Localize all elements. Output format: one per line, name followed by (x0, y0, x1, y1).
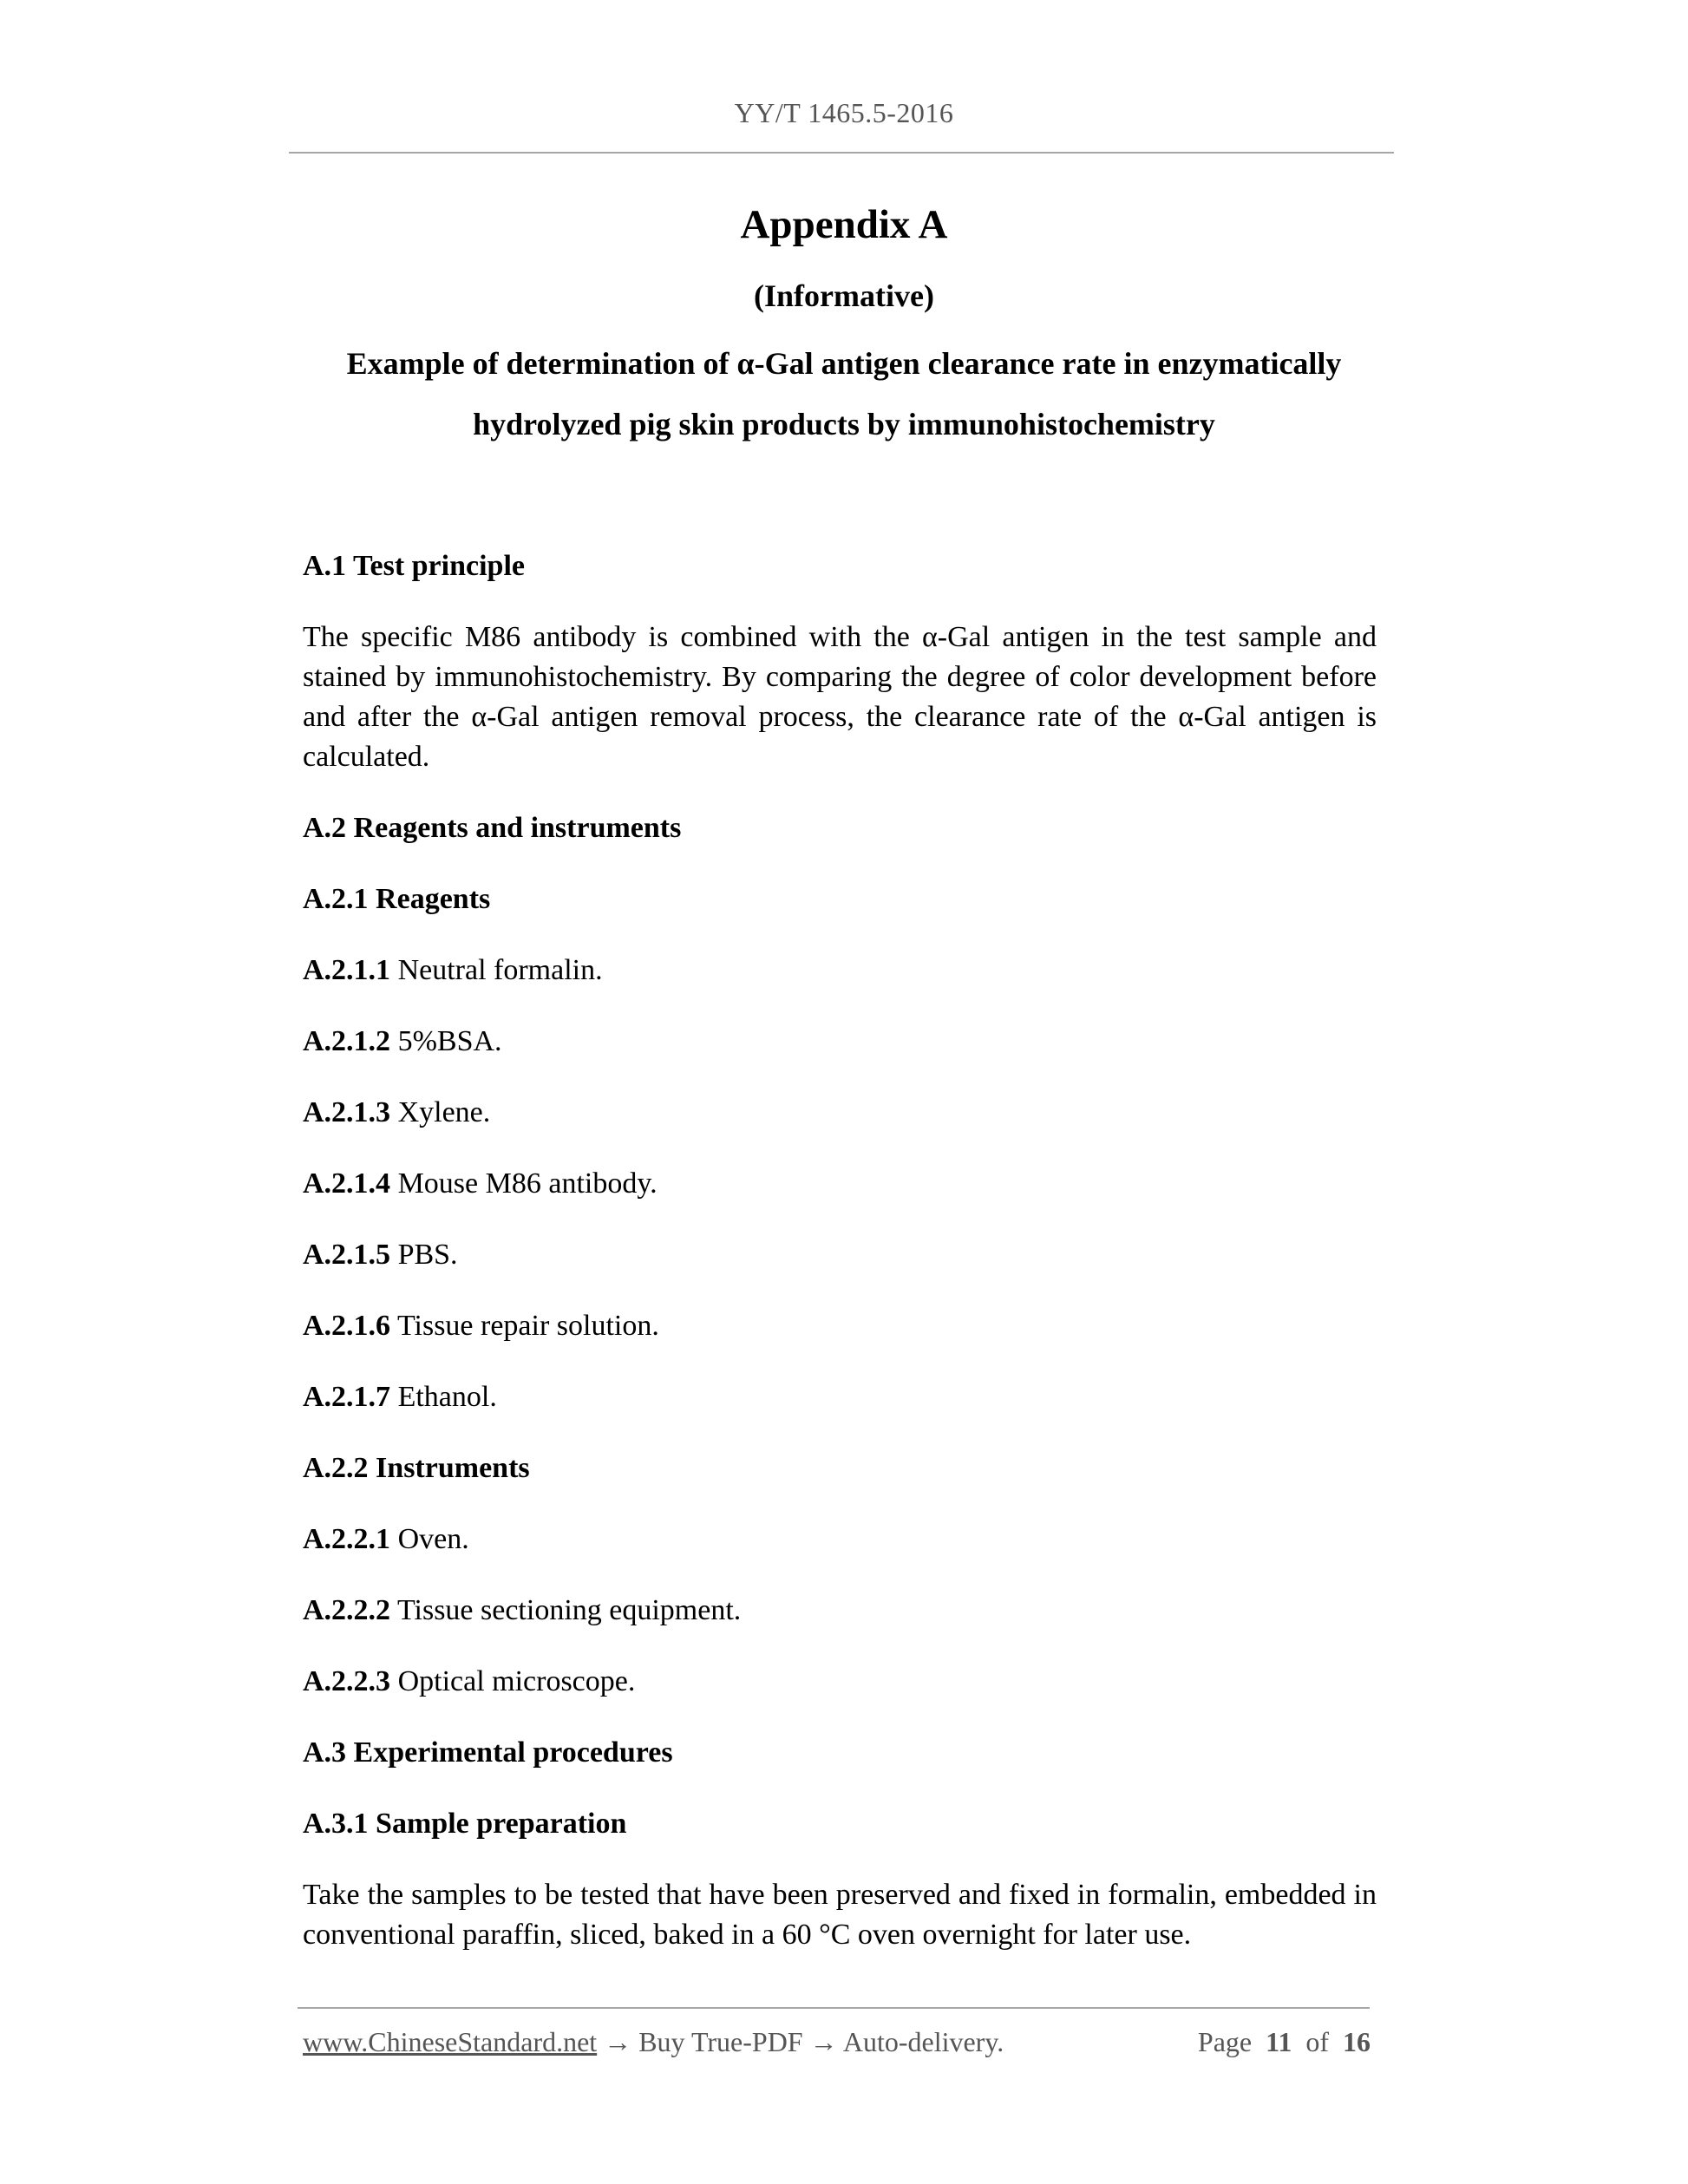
page-label: Page (1197, 2026, 1253, 2057)
reagent-number: A.2.1.5 (303, 1239, 391, 1271)
section-heading-a21: A.2.1 Reagents (303, 883, 491, 915)
section-heading-a2: A.2 Reagents and instruments (303, 812, 682, 844)
reagent-number: A.2.1.7 (303, 1381, 391, 1413)
appendix-subtitle-line-2: hydrolyzed pig skin products by immunohistochemistry (473, 407, 1215, 441)
reagent-text: Tissue repair solution. (390, 1310, 659, 1342)
instrument-item (303, 1520, 1377, 1560)
reagent-number: A.2.1.3 (303, 1096, 391, 1128)
reagent-item (303, 1306, 1377, 1346)
reagent-number: A.2.1.6 (303, 1310, 391, 1342)
section-heading-a3: A.3 Experimental procedures (303, 1736, 673, 1769)
instrument-text: Optical microscope. (390, 1665, 636, 1697)
reagent-number: A.2.1.1 (303, 954, 391, 986)
reagent-text: Neutral formalin. (390, 954, 603, 986)
page-current: 11 (1266, 2026, 1292, 2057)
header-divider (289, 152, 1394, 154)
appendix-subtitle-line-1: Example of determination of α-Gal antigen clearance rate in enzymatically (346, 346, 1342, 381)
footer-promo (303, 2026, 1004, 2058)
reagent-text: PBS. (390, 1239, 458, 1271)
section-text-a31: Take the samples to be tested that have been preserved and fixed in formalin, embedded in conventional paraffin, sliced, baked in a 60 °C oven overnight for later use. (303, 1879, 1377, 1951)
reagent-text: Ethanol. (390, 1381, 497, 1413)
section-text-a1: The specific M86 antibody is combined with the α-Gal antigen in the test sample and stained by immunohistochemistry. By comparing the degree of color development before and after the α-Gal antigen removal process, the clearance rate of the α-Gal antigen is calculated. (303, 621, 1377, 773)
reagent-item (303, 1022, 1377, 1062)
footer-divider (298, 2007, 1370, 2009)
site-link[interactable]: www.ChineseStandard.net (303, 2026, 598, 2057)
reagent-item (303, 1235, 1377, 1275)
section-heading-a31: A.3.1 Sample preparation (303, 1808, 627, 1840)
instrument-number: A.2.2.3 (303, 1665, 391, 1697)
reagent-item (303, 1377, 1377, 1417)
appendix-subtitle (286, 333, 1402, 454)
reagent-text: Xylene. (390, 1096, 491, 1128)
reagent-number: A.2.1.2 (303, 1025, 391, 1057)
reagent-text: Mouse M86 antibody. (390, 1167, 658, 1200)
reagent-item (303, 951, 1377, 991)
document-body (303, 546, 1377, 1986)
appendix-type: (Informative) (754, 278, 934, 313)
instrument-number: A.2.2.1 (303, 1523, 391, 1555)
reagent-text: 5%BSA. (390, 1025, 502, 1057)
page-number (1188, 2026, 1371, 2058)
instrument-text: Oven. (390, 1523, 469, 1555)
instrument-text: Tissue sectioning equipment. (390, 1594, 742, 1626)
reagent-number: A.2.1.4 (303, 1167, 391, 1200)
promo-text: → Buy True-PDF → Auto-delivery. (597, 2026, 1004, 2057)
appendix-title: Appendix A (740, 202, 948, 247)
instrument-item (303, 1662, 1377, 1702)
header-standard-code: YY/T 1465.5-2016 (734, 97, 954, 128)
instrument-item (303, 1591, 1377, 1631)
reagent-item (303, 1164, 1377, 1204)
page-of: of (1305, 2026, 1329, 2057)
reagent-item (303, 1093, 1377, 1133)
section-heading-a1: A.1 Test principle (303, 550, 525, 582)
page-total: 16 (1343, 2026, 1371, 2057)
instrument-number: A.2.2.2 (303, 1594, 391, 1626)
section-heading-a22: A.2.2 Instruments (303, 1452, 530, 1484)
